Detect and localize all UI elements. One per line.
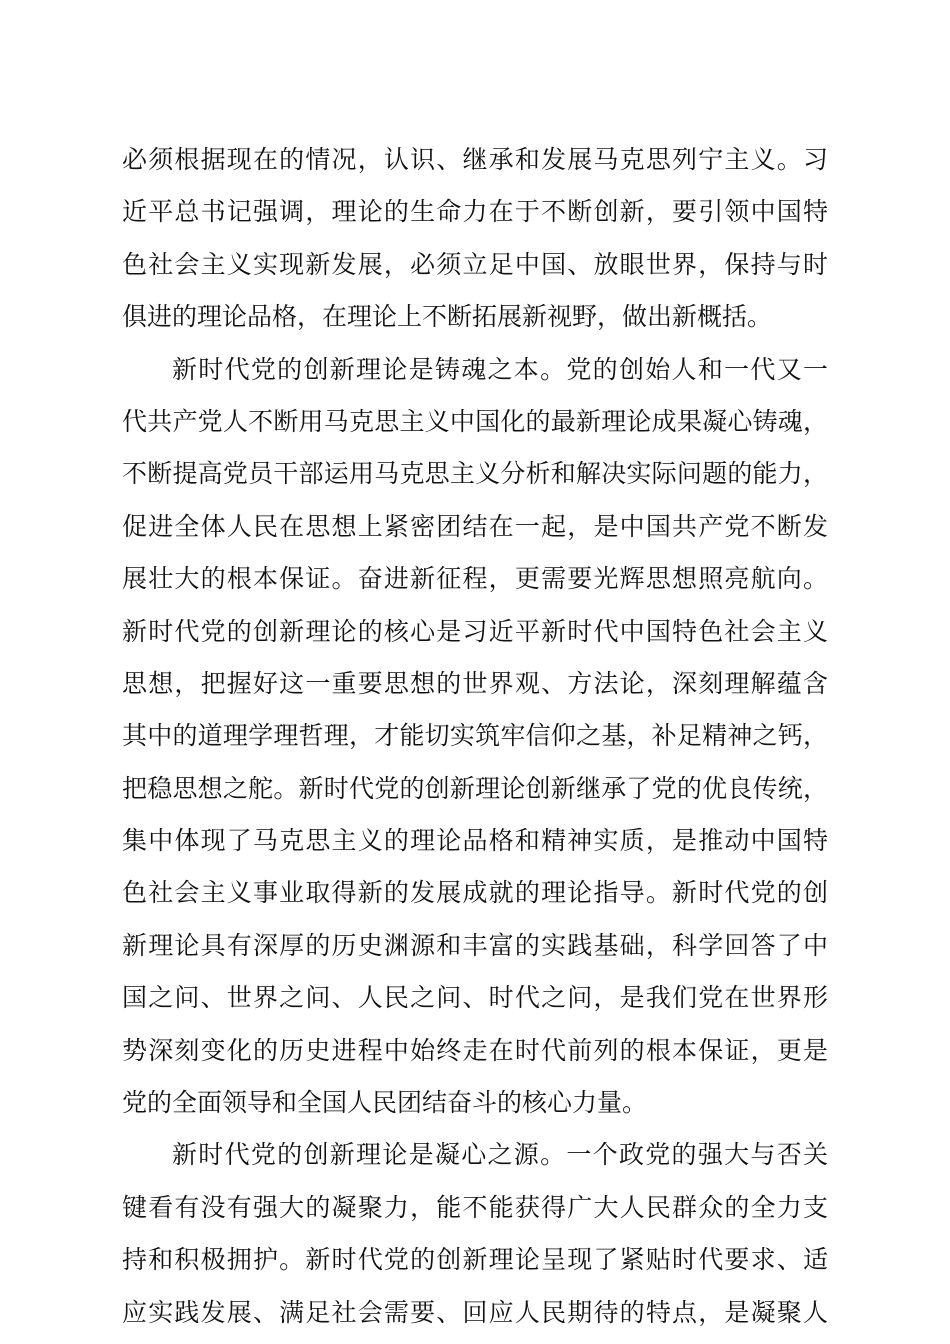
text-line: 新理论具有深厚的历史渊源和丰富的实践基础，科学回答了中 (122, 930, 828, 960)
text-line: 代共产党人不断用马克思主义中国化的最新理论成果凝心铸魂， (122, 406, 828, 436)
text-line: 促进全体人民在思想上紧密团结在一起，是中国共产党不断发 (122, 511, 828, 541)
text-line: 势深刻变化的历史进程中始终走在时代前列的根本保证，更是 (122, 1035, 828, 1065)
text-line: 色社会主义实现新发展，必须立足中国、放眼世界，保持与时 (122, 249, 828, 279)
text-line: 把稳思想之舵。新时代党的创新理论创新继承了党的优良传统， (122, 773, 828, 803)
text-line: 色社会主义事业取得新的发展成就的理论指导。新时代党的创 (122, 878, 828, 908)
paragraph-start-line: 新时代党的创新理论是铸魂之本。党的创始人和一代又一 (172, 354, 828, 384)
text-line: 俱进的理论品格，在理论上不断拓展新视野，做出新概括。 (122, 302, 773, 332)
text-line: 展壮大的根本保证。奋进新征程，更需要光辉思想照亮航向。 (122, 564, 828, 594)
text-line: 新时代党的创新理论的核心是习近平新时代中国特色社会主义 (122, 616, 828, 646)
text-line: 应实践发展、满足社会需要、回应人民期待的特点，是凝聚人 (122, 1297, 828, 1327)
text-line: 近平总书记强调，理论的生命力在于不断创新，要引领中国特 (122, 197, 828, 227)
text-line: 键看有没有强大的凝聚力，能不能获得广大人民群众的全力支 (122, 1192, 828, 1222)
paragraph-start-line: 新时代党的创新理论是凝心之源。一个政党的强大与否关 (172, 1140, 828, 1170)
text-line: 集中体现了马克思主义的理论品格和精神实质，是推动中国特 (122, 826, 828, 856)
text-line: 必须根据现在的情况，认识、继承和发展马克思列宁主义。习 (122, 145, 828, 174)
text-line: 国之问、世界之问、人民之问、时代之问，是我们党在世界形 (122, 983, 828, 1013)
text-line: 持和积极拥护。新时代党的创新理论呈现了紧贴时代要求、适 (122, 1245, 828, 1275)
text-line: 思想，把握好这一重要思想的世界观、方法论，深刻理解蕴含 (122, 668, 828, 698)
body-text (122, 134, 828, 1339)
text-line: 其中的道理学理哲理，才能切实筑牢信仰之基，补足精神之钙， (122, 721, 828, 751)
text-line: 不断提高党员干部运用马克思主义分析和解决实际问题的能力， (122, 459, 828, 489)
text-line: 党的全面领导和全国人民团结奋斗的核心力量。 (122, 1088, 648, 1118)
